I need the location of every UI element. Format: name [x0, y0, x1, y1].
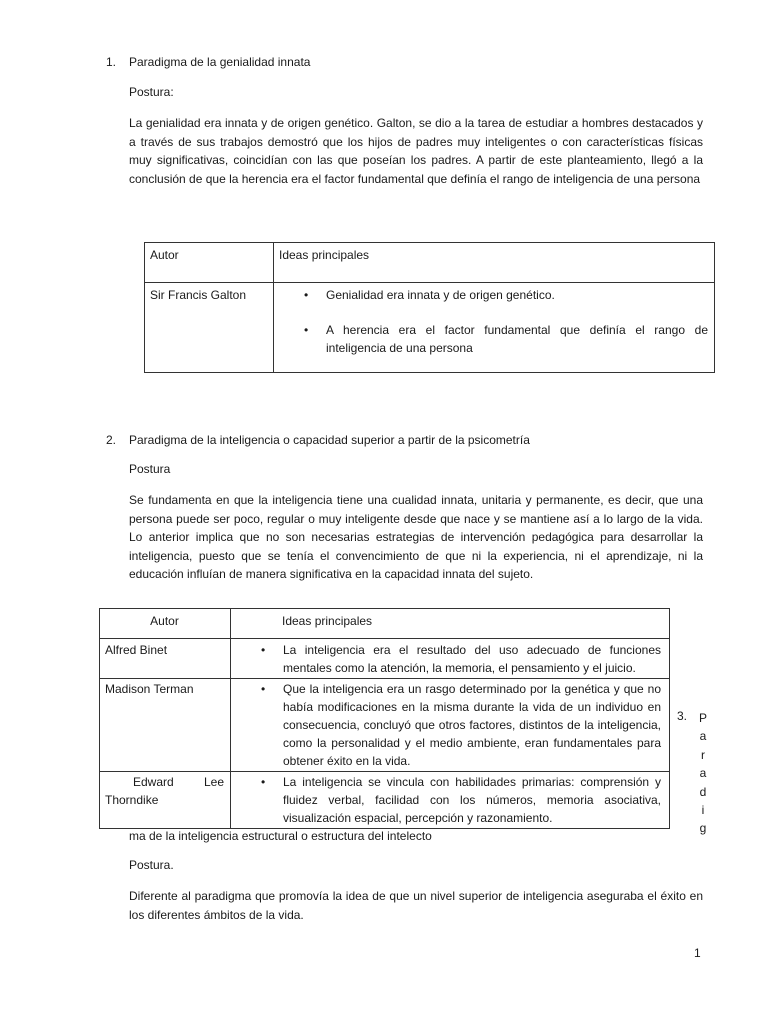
section-3-postura-label: Postura. — [129, 858, 174, 872]
section-1-number: 1. — [106, 55, 117, 69]
section-1-postura-label: Postura: — [129, 85, 174, 99]
table-cell-author: Sir Francis Galton — [145, 283, 274, 373]
section-1-heading: Paradigma de la genialidad innata — [129, 55, 311, 69]
idea-bullet: • Genialidad era innata y de origen genético. — [274, 286, 708, 304]
table-cell-ideas — [231, 679, 670, 772]
table-header-ideas: Ideas principales — [231, 609, 670, 639]
table-cell-ideas — [231, 639, 670, 679]
section-3-number: 3. — [677, 709, 688, 723]
page-number: 1 — [694, 946, 701, 960]
table-header-author: Autor — [100, 609, 231, 639]
section-2-paragraph: Se fundamenta en que la inteligencia tiene una cualidad innata, unitaria y permanente, es decir, que una persona puede ser poco, regular o muy inteligente desde que nace y se mantiene así a lo largo de la vida. Lo anterior implica que no son necesarias estrategias de intervención pedagógica para desarrollar la inteligencia, puesto que se tenía el convencimiento de que ni la experiencia, ni el aprendizaje, ni la educación influían de manera significativa en la capacidad innata del sujeto. — [129, 493, 703, 581]
idea-bullet: • La inteligencia se vincula con habilidades primarias: comprensión y fluidez verbal, facilidad con los números, memoria asociativa, visualización espacial, percepción y razonamiento. — [231, 773, 661, 827]
idea-bullet: • A herencia era el factor fundamental que definía el rango de inteligencia de una persona — [274, 321, 708, 357]
table-cell-author: Madison Terman — [100, 679, 231, 772]
table-cell-ideas — [231, 772, 670, 829]
table-cell-ideas — [274, 283, 715, 373]
section-3-paragraph: Diferente al paradigma que promovía la idea de que un nivel superior de inteligencia aseguraba el éxito en los diferentes ámbitos de la vida. — [129, 889, 703, 922]
table-cell-author: Alfred Binet — [100, 639, 231, 679]
table-cell-author: Edward Lee Thorndike — [100, 772, 231, 829]
section-2-table — [99, 608, 670, 829]
idea-bullet: • Que la inteligencia era un rasgo determinado por la genética y que no había modificaciones en la misma durante la vida de un individuo en consecuencia, concluyó que otros factores, distintos de la inteligencia, como la personalidad y el medio ambiente, eran fundamentales para obtener éxito en la vida. — [231, 680, 661, 770]
section-2-postura-label: Postura — [129, 462, 171, 476]
section-3-heading: ma de la inteligencia estructural o estructura del intelecto — [129, 829, 432, 843]
section-1-paragraph: La genialidad era innata y de origen genético. Galton, se dio a la tarea de estudiar a hombres destacados y a través de sus trabajos demostró que los hijos de padres muy inteligentes o con características físicas muy significativas, coincidían con las que poseían los padres. A partir de este planteamiento, llegó a la conclusión de que la herencia era el factor fundamental que definía el rango de inteligencia de una persona — [129, 116, 703, 186]
section-3-vertical-heading: P a r a d i g — [698, 711, 707, 836]
idea-bullet: • La inteligencia era el resultado del uso adecuado de funciones mentales como la atención, la memoria, el pensamiento y el juicio. — [231, 641, 661, 677]
section-2-number: 2. — [106, 433, 117, 447]
section-2-heading: Paradigma de la inteligencia o capacidad superior a partir de la psicometría — [129, 433, 530, 447]
table-header-author: Autor — [145, 243, 274, 283]
table-header-ideas: Ideas principales — [274, 243, 715, 283]
section-1-table — [144, 242, 715, 373]
